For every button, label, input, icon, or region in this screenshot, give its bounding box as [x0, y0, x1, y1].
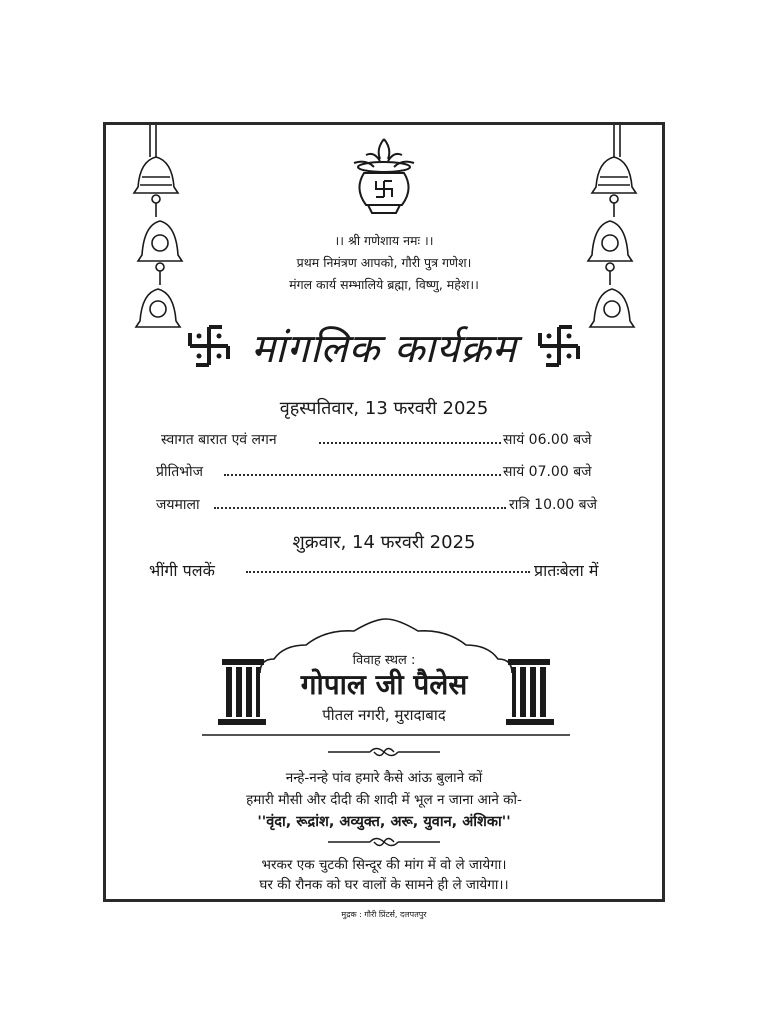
dotted-leader — [214, 507, 506, 509]
verse-block-1 — [106, 767, 662, 833]
verse-block-2 — [106, 855, 662, 895]
invocation-line-1: ।। श्री गणेशाय नमः ।। — [334, 233, 434, 248]
kalash-icon — [344, 133, 424, 223]
event-row — [106, 495, 662, 517]
event-label: भींगी पलकें — [149, 561, 215, 580]
invocation-line-2: प्रथम निमंत्रण आपको, गौरी पुत्र गणेश। — [296, 255, 472, 270]
verse2-line-2: घर की रौनक को घर वालों के सामने ही ले जायेगा।। — [259, 877, 509, 893]
ornamental-divider-icon — [324, 745, 444, 759]
swastika-right-icon — [536, 323, 582, 369]
printer-credit: मुद्रक : गौरी प्रिंटर्स, दलपतपुर — [341, 910, 427, 919]
invitation-card — [103, 122, 665, 902]
ceremony-title: मांगलिक कार्यक्रम — [251, 326, 517, 372]
children-names: ''वृंदा, रूद्रांश, अव्युक्त, अरू, युवान, अंशिका'' — [257, 814, 511, 830]
day2-heading: शुक्रवार, 14 फरवरी 2025 — [292, 532, 476, 553]
event-time: प्रातःबेला में — [534, 561, 599, 580]
venue-address: पीतल नगरी, मुरादाबाद — [322, 706, 446, 724]
title-block — [106, 317, 662, 387]
invocation-block — [106, 230, 662, 296]
event-row — [106, 462, 662, 484]
venue-name: गोपाल जी पैलेस — [300, 668, 468, 701]
verse1-line-2: हमारी मौसी और दीदी की शादी में भूल न जाना आने को- — [246, 792, 522, 808]
event-time: सायं 07.00 बजे — [503, 464, 592, 480]
event-time: सायं 06.00 बजे — [503, 432, 592, 448]
event-row — [106, 430, 662, 452]
event-label: स्वागत बारात एवं लगन — [161, 432, 277, 448]
verse1-line-1: नन्हे-नन्हे पांव हमारे कैसे आंऊ बुलाने कों — [285, 770, 483, 786]
event-time: रात्रि 10.00 बजे — [509, 497, 598, 513]
verse2-line-1: भरकर एक चुटकी सिन्दूर की मांग में वो ले जायेगा। — [261, 857, 507, 873]
event-label: जयमाला — [156, 497, 200, 513]
dotted-leader — [224, 474, 501, 476]
ornamental-divider-icon — [324, 835, 444, 849]
invocation-line-3: मंगल कार्य सम्भालिये ब्रह्मा, विष्णु, महेश।। — [289, 277, 479, 292]
dotted-leader — [246, 571, 530, 573]
event-row — [106, 559, 662, 581]
day1-heading: वृहस्पतिवार, 13 फरवरी 2025 — [279, 398, 489, 419]
venue-label: विवाह स्थल : — [352, 653, 416, 668]
dotted-leader — [319, 442, 501, 444]
event-label: प्रीतिभोज — [156, 464, 204, 480]
